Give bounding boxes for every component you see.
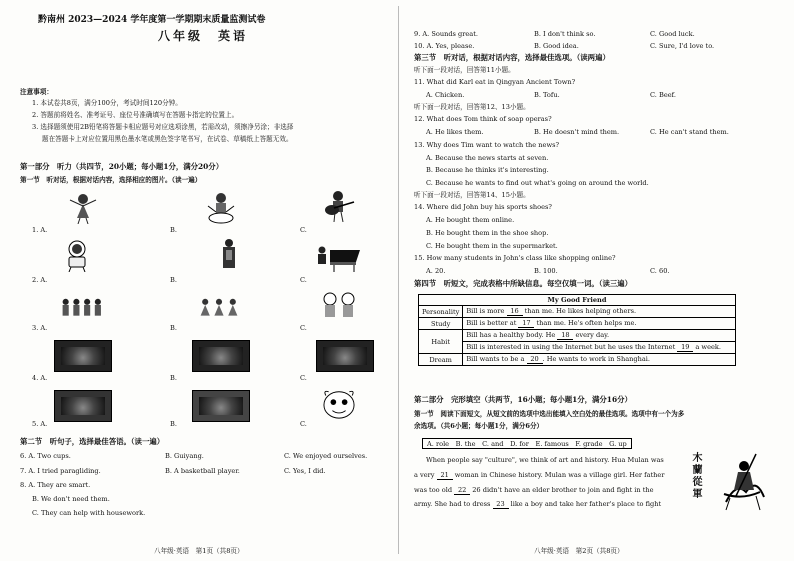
- blank-23[interactable]: 23: [493, 500, 509, 509]
- part-one-heading: 第一部分 听力（共四节，20小题；每小题1分，满分20分）: [20, 162, 224, 171]
- page-1: [20, 0, 392, 561]
- option-label: 4. A.: [32, 374, 48, 382]
- q8-option-b: B. We don't need them.: [32, 495, 110, 503]
- option-label: B.: [170, 226, 177, 234]
- row-content: Bill has a healthy body. He 18 every day.: [463, 330, 736, 342]
- q11-option-b: B. Tofu.: [534, 91, 560, 99]
- q6-option-a: 6. A. Two cups.: [20, 452, 71, 460]
- exam-subject: 八年级 英语: [158, 29, 249, 43]
- word-options-box: A. role B. the C. and D. for E. famous F. grade G. up: [422, 438, 632, 449]
- page-footer: 八年级·英语 第2页（共8页）: [534, 547, 624, 555]
- option-label: B.: [170, 276, 177, 284]
- option-label: 5. A.: [32, 420, 48, 428]
- row-label: Dream: [419, 354, 463, 366]
- blank-18[interactable]: 18: [557, 331, 573, 340]
- q10-option-a: 10. A. Yes, please.: [414, 42, 475, 50]
- q12-question: 12. What does Tom think of soap operas?: [414, 115, 552, 123]
- q13-option-b: B. Because he thinks it's interesting.: [426, 166, 549, 174]
- students-group-picture: [58, 292, 104, 324]
- q13-option-a: A. Because the news starts at seven.: [426, 154, 549, 162]
- q14-option-a: A. He bought them online.: [426, 216, 515, 224]
- passage-line: army. She had to dress 23 like a boy and take her father's place to fight: [414, 500, 662, 508]
- page-footer: 八年级·英语 第1页（共8页）: [154, 547, 244, 555]
- row-label: Personality: [419, 306, 463, 318]
- passage-line: When people say "culture", we think of art and history. Hua Mulan was: [426, 456, 664, 464]
- row-label: Study: [419, 318, 463, 330]
- row-content: Bill is better at 17 than me. He's often helps me.: [463, 318, 736, 330]
- option-label: C.: [300, 420, 307, 428]
- pianist-picture: [316, 240, 362, 272]
- row-content: Bill wants to be a 20 . He wants to work in Shanghai.: [463, 354, 736, 366]
- q15-option-b: B. 100.: [534, 267, 558, 275]
- good-friend-table: [418, 294, 736, 366]
- woman-in-dress-picture: [206, 238, 252, 270]
- option-label: 3. A.: [32, 324, 48, 332]
- q9-option-c: C. Good luck.: [650, 30, 695, 38]
- q6-option-b: B. Guiyang.: [165, 452, 204, 460]
- option-label: C.: [300, 374, 307, 382]
- notice-line: 1. 本试卷共8页，满分100分，考试时间120分钟。: [32, 99, 182, 107]
- row-content: Bill is more 16 than me. He likes helping others.: [463, 306, 736, 318]
- option-label: 2. A.: [32, 276, 48, 284]
- blank-19[interactable]: 19: [677, 343, 693, 352]
- q14-option-c: C. He bought them in the supermarket.: [426, 242, 558, 250]
- astronaut-picture: [54, 240, 100, 272]
- tower-photo: [192, 390, 250, 422]
- notice-line: 2. 答题前将姓名、准考证号、座位号准确填写在答题卡指定的位置上。: [32, 111, 239, 119]
- q9-option-b: B. I don't think so.: [534, 30, 596, 38]
- stage-photo: [316, 340, 374, 372]
- q6-option-c: C. We enjoyed ourselves.: [284, 452, 368, 460]
- blank-17[interactable]: 17: [518, 319, 534, 328]
- passage-line: was too old 22 26 didn't have an elder brother to join and fight in the: [414, 486, 654, 494]
- option-label: C.: [300, 276, 307, 284]
- drummer-picture: [198, 192, 244, 224]
- notice-title: 注意事项：: [20, 88, 53, 96]
- row-content: Bill is interested in using the Internet but he uses the Internet 19 a week.: [463, 342, 736, 354]
- option-label: B.: [170, 324, 177, 332]
- calligraphy-title: 木蘭從軍: [690, 452, 701, 500]
- option-label: 1. A.: [32, 226, 48, 234]
- blank-20[interactable]: 20: [527, 355, 543, 364]
- q11-option-a: A. Chicken.: [426, 91, 465, 99]
- notice-line: 3. 选择题须使用2B铅笔将答题卡相应题号对应选项涂黑，若需改动，须擦净另涂；非选择: [32, 123, 294, 131]
- q10-option-c: C. Sure, I'd love to.: [650, 42, 715, 50]
- dialog-instruction: 听下面一段对话，回答第14、15小题。: [414, 191, 530, 199]
- cartoon-goat-picture: [316, 388, 362, 420]
- concert-photo: [54, 340, 112, 372]
- blank-22[interactable]: 22: [454, 486, 470, 495]
- q15-option-c: C. 60.: [650, 267, 670, 275]
- section-two-heading: 第二节 听句子，选择最佳答语。（读一遍）: [20, 437, 165, 446]
- q8-option-c: C. They can help with housework.: [32, 509, 146, 517]
- q14-question: 14. Where did John buy his sports shoes?: [414, 203, 552, 211]
- section-three-heading: 第三节 听对话，根据对话内容，选择最佳选项。（读两遍）: [414, 53, 610, 62]
- q7-option-c: C. Yes, I did.: [284, 467, 326, 475]
- q13-option-c: C. Because he wants to find out what's going on around the world.: [426, 179, 649, 187]
- option-label: C.: [300, 226, 307, 234]
- q15-question: 15. How many students in John's class like shopping online?: [414, 254, 616, 262]
- row-label: Habit: [419, 330, 463, 354]
- part-two-heading: 第二部分 完形填空（共两节，16小题；每小题1分，满分16分）: [414, 395, 632, 404]
- table-title: My Good Friend: [419, 295, 736, 306]
- q7-option-a: 7. A. I tried paragliding.: [20, 467, 101, 475]
- table-row: [419, 354, 736, 366]
- guitar-player-picture: [316, 190, 362, 222]
- passage-line: a very 21 woman in Chinese history. Mulan was a village girl. Her father: [414, 471, 665, 479]
- section-four-heading: 第四节 听短文，完成表格中所缺信息。每空仅填一词。（读三遍）: [414, 279, 633, 288]
- exam-header: 黔南州 2023—2024 学年度第一学期期末质量监测试卷: [38, 15, 266, 25]
- dialog-instruction: 听下面一段对话，回答第11小题。: [414, 66, 515, 74]
- q12-option-b: B. He doesn't mind them.: [534, 128, 620, 136]
- table-row: [419, 342, 736, 354]
- q12-option-c: C. He can't stand them.: [650, 128, 729, 136]
- section-2-1-heading: 第一节 阅读下面短文，从短文前的选项中选出能填入空白处的最佳选项。选项中有一个为多: [414, 410, 685, 418]
- q8-option-a: 8. A. They are smart.: [20, 481, 91, 489]
- blank-16[interactable]: 16: [507, 307, 523, 316]
- q11-question: 11. What did Karl eat in Qingyan Ancient Town?: [414, 78, 576, 86]
- q9-option-a: 9. A. Sounds great.: [414, 30, 478, 38]
- q13-question: 13. Why does Tim want to watch the news?: [414, 141, 560, 149]
- option-label: C.: [300, 324, 307, 332]
- section-2-1-heading-cont: 余选项。（共6小题；每小题1分，满分6分）: [414, 422, 544, 430]
- q12-option-a: A. He likes them.: [426, 128, 484, 136]
- notice-line: 题在答题卡上对应位置用黑色墨水笔或黑色签字笔书写，在试卷、草稿纸上答题无效。: [42, 135, 293, 143]
- table-row: [419, 330, 736, 342]
- building-photo: [54, 390, 112, 422]
- page-2: [404, 0, 782, 561]
- blank-21[interactable]: 21: [437, 471, 453, 480]
- cartoon-characters-picture: [316, 290, 362, 322]
- q10-option-b: B. Good idea.: [534, 42, 579, 50]
- dancing-girl-picture: [60, 192, 106, 224]
- mulan-warrior-illustration: [716, 452, 768, 512]
- section-one-heading: 第一节 听对话，根据对话内容，选择相应的图片。（读一遍）: [20, 176, 202, 184]
- children-playing-picture: [196, 292, 242, 324]
- q11-option-c: C. Beef.: [650, 91, 676, 99]
- page-divider: [398, 6, 399, 554]
- q14-option-b: B. He bought them in the shoe shop.: [426, 229, 549, 237]
- table-row: [419, 318, 736, 330]
- table-row: [419, 306, 736, 318]
- theater-photo: [192, 340, 250, 372]
- q15-option-a: A. 20.: [426, 267, 446, 275]
- q7-option-b: B. A basketball player.: [165, 467, 240, 475]
- option-label: B.: [170, 374, 177, 382]
- option-label: B.: [170, 420, 177, 428]
- dialog-instruction: 听下面一段对话，回答第12、13小题。: [414, 103, 530, 111]
